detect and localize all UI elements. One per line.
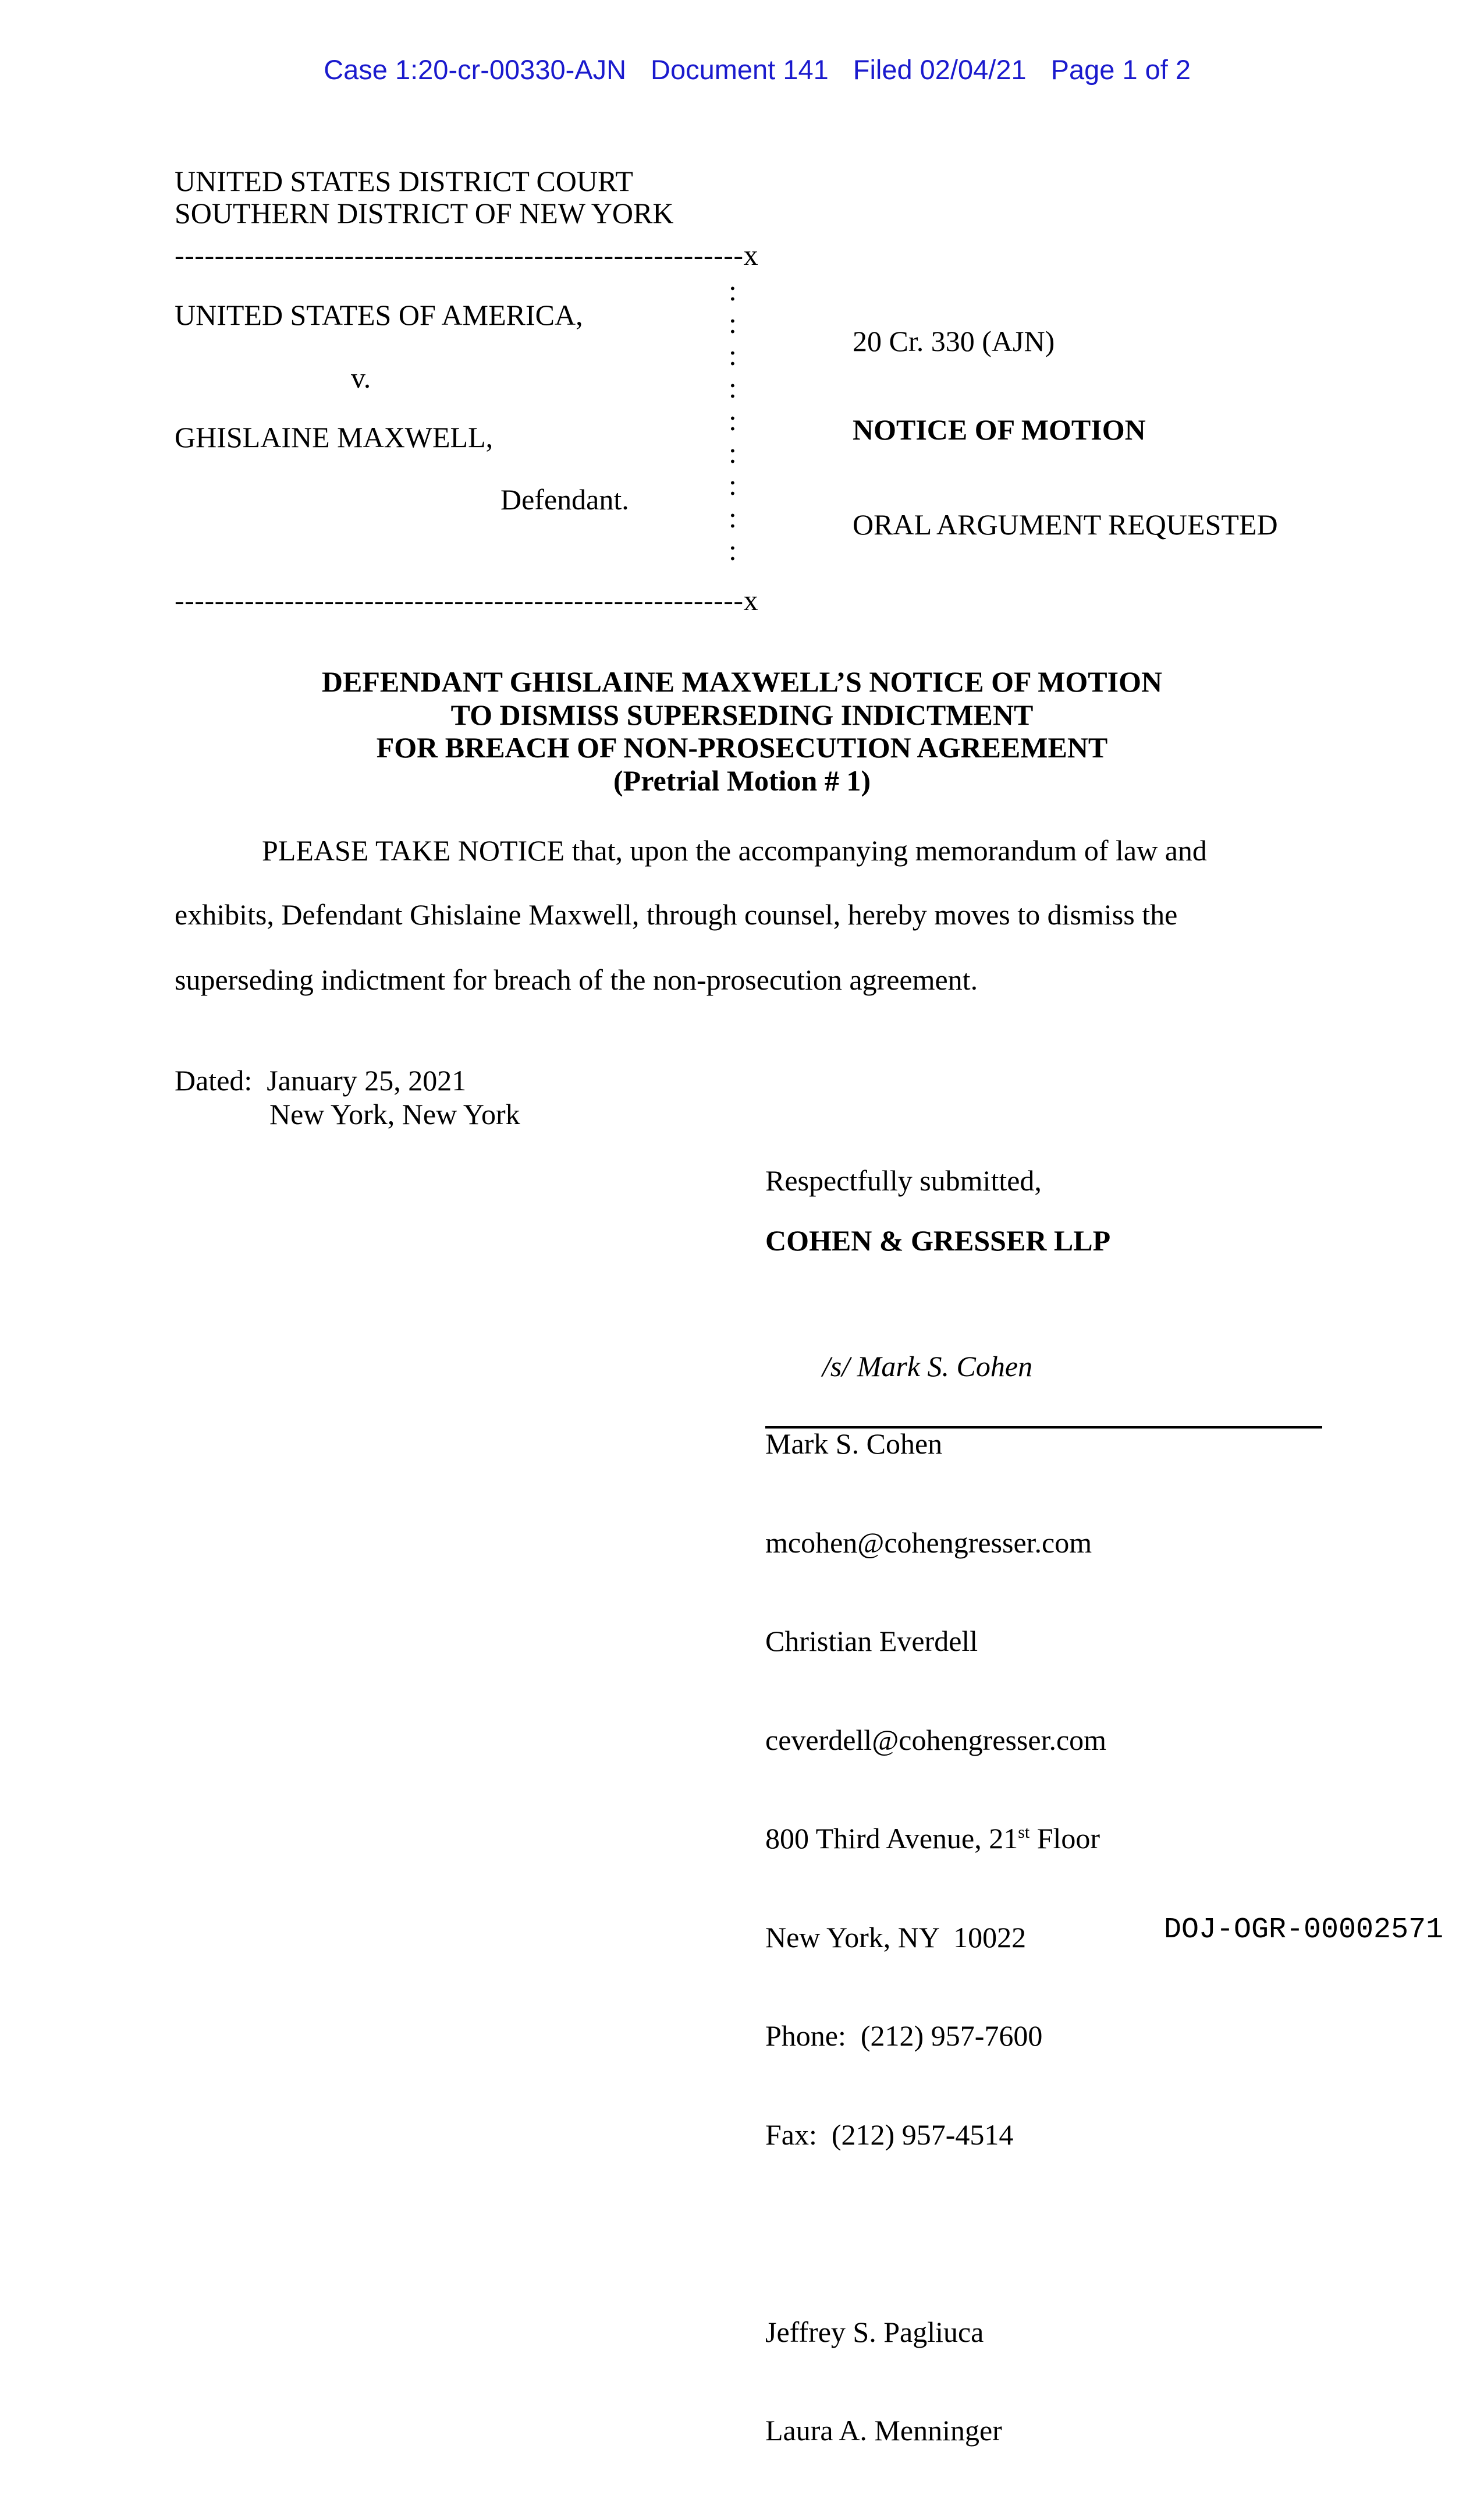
caption-colon: : <box>729 403 737 437</box>
attorney-name: Jeffrey S. Pagliuca <box>765 2315 984 2348</box>
body-paragraph-line3: superseding indictment for breach of the non-prosecution agreement. <box>175 963 978 996</box>
caption-colon-column <box>729 275 737 566</box>
oral-argument-note: ORAL ARGUMENT REQUESTED <box>853 508 1278 541</box>
attorney-email: mcohen@cohengresser.com <box>765 1526 1092 1559</box>
title-line1: DEFENDANT GHISLAINE MAXWELL’S NOTICE OF MOTION <box>321 665 1163 698</box>
stamp-filed-date: Filed 02/04/21 <box>853 54 1027 85</box>
caption-colon: : <box>729 501 737 534</box>
caption-colon: : <box>729 339 737 372</box>
caption-divider-top: ---------------------------------------------------------x <box>175 239 759 271</box>
address-floor: Floor <box>1029 1822 1100 1855</box>
bates-number: DOJ-OGR-00002571 <box>1164 1913 1444 1947</box>
case-number: 20 Cr. 330 (AJN) <box>853 325 1055 357</box>
attorney-name: Mark S. Cohen <box>765 1427 943 1460</box>
stamp-document-number: Document 141 <box>651 54 829 85</box>
s-signature: /s/ Mark S. Cohen <box>822 1350 1033 1383</box>
spacer <box>765 2217 1106 2250</box>
caption-colon: : <box>729 306 737 339</box>
title-line2: TO DISMISS SUPERSEDING INDICTMENT <box>450 698 1034 731</box>
dated-location: New York, New York <box>269 1098 520 1130</box>
court-name-line1: UNITED STATES DISTRICT COURT <box>175 165 633 197</box>
firm-city-state-zip: New York, NY 10022 <box>765 1920 1027 1954</box>
firm-phone: Phone: (212) 957-7600 <box>765 2019 1043 2052</box>
document-title <box>0 665 1484 797</box>
dated-line: Dated: January 25, 2021 <box>175 1064 467 1097</box>
firm-address <box>765 1822 1106 1855</box>
caption-colon: : <box>729 371 737 405</box>
defendant-name: GHISLAINE MAXWELL, <box>175 421 494 453</box>
address-street: 800 Third Avenue, 21 <box>765 1822 1018 1855</box>
attorney-name: Laura A. Menninger <box>765 2414 1002 2447</box>
law-firm-name: COHEN & GRESSER LLP <box>765 1224 1111 1257</box>
court-name-line2: SOUTHERN DISTRICT OF NEW YORK <box>175 197 674 229</box>
caption-divider-bottom: ---------------------------------------------------------x <box>175 584 759 616</box>
stamp-page-number: Page 1 of 2 <box>1050 54 1191 85</box>
stamp-case-number: Case 1:20-cr-00330-AJN <box>324 54 627 85</box>
title-line4: (Pretrial Motion # 1) <box>613 764 871 797</box>
title-line3: FOR BREACH OF NON-PROSECUTION AGREEMENT <box>376 731 1108 764</box>
defendant-label: Defendant. <box>500 483 629 516</box>
versus-label: v. <box>351 361 371 394</box>
caption-colon: : <box>729 469 737 502</box>
ecf-filing-stamp <box>0 29 1484 111</box>
caption-colon: : <box>729 533 737 566</box>
respectfully-submitted: Respectfully submitted, <box>765 1164 1042 1197</box>
attorney-name: Christian Everdell <box>765 1625 978 1657</box>
attorney-contact-block <box>765 1362 1106 2513</box>
body-paragraph-line2: exhibits, Defendant Ghislaine Maxwell, through counsel, hereby moves to dismiss the <box>175 898 1178 931</box>
caption-colon: : <box>729 436 737 469</box>
caption-colon: : <box>729 274 737 307</box>
body-paragraph-line1: PLEASE TAKE NOTICE that, upon the accompanying memorandum of law and <box>262 834 1207 867</box>
firm-fax: Fax: (212) 957-4514 <box>765 2118 1014 2151</box>
attorney-email: ceverdell@cohengresser.com <box>765 1723 1107 1756</box>
motion-heading: NOTICE OF MOTION <box>853 413 1146 446</box>
plaintiff-name: UNITED STATES OF AMERICA, <box>175 299 583 331</box>
address-ordinal-suffix: st <box>1018 1823 1030 1842</box>
